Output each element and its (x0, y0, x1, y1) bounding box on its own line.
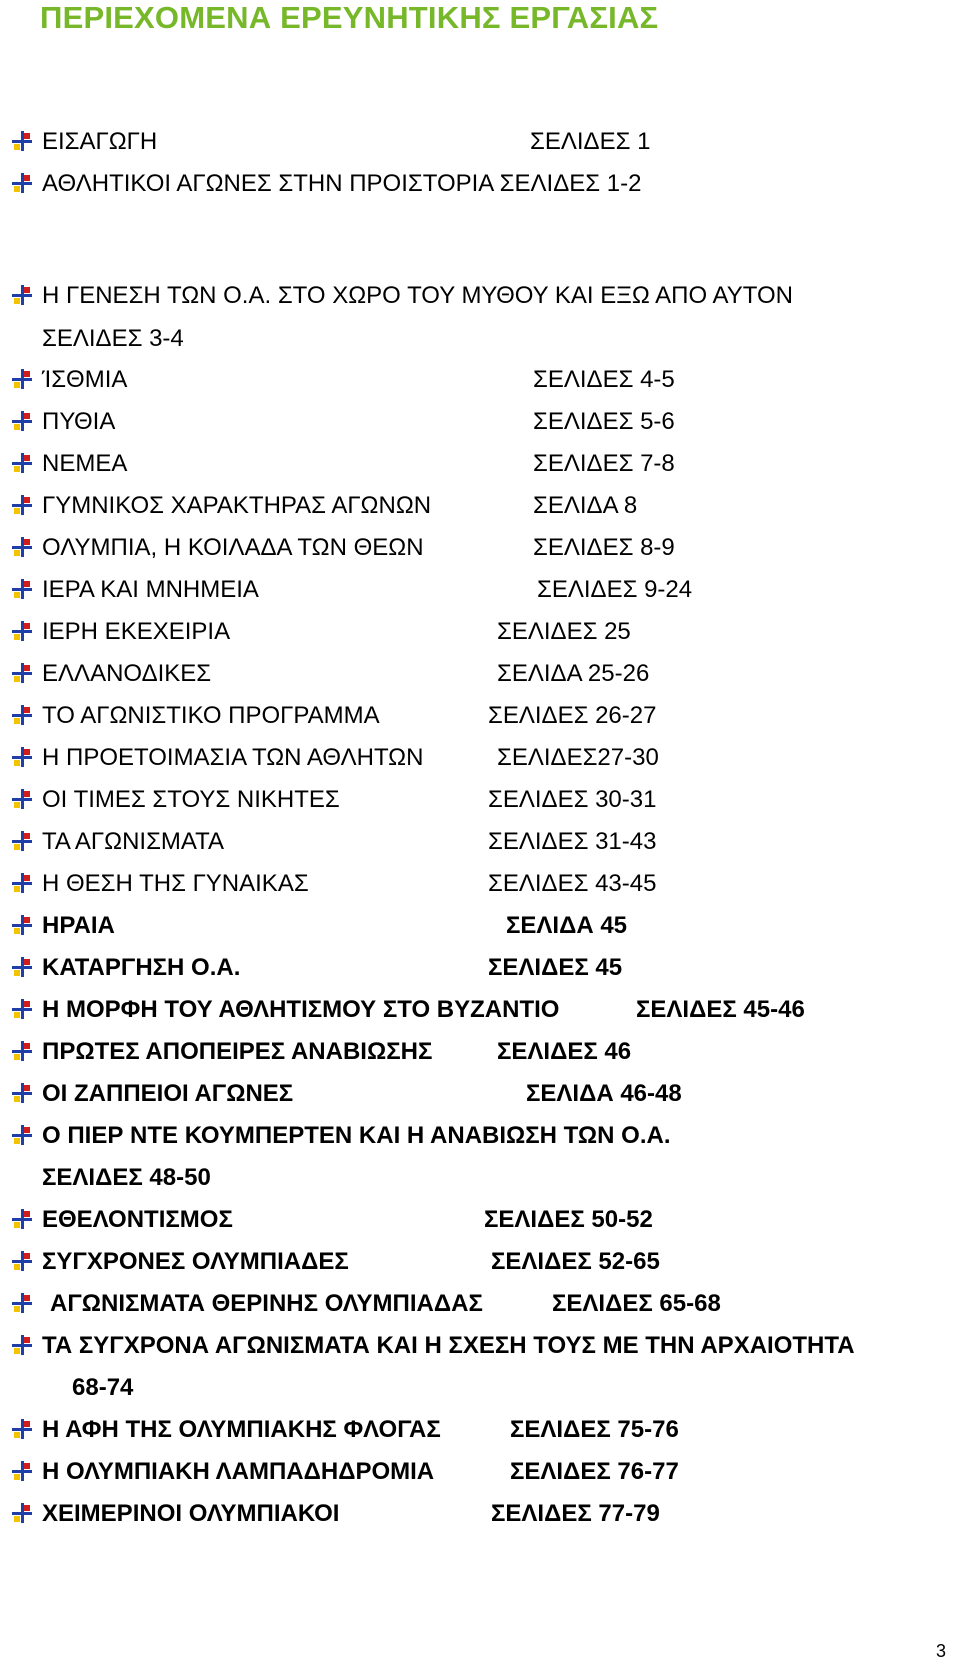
toc-entry-title: ΠΥΘΙΑ (42, 408, 116, 435)
toc-entry-pages: ΣΕΛΙΔΕΣ27-30 (497, 744, 659, 771)
toc-entry-title: ΟΙ ΤΙΜΕΣ ΣΤΟΥΣ ΝΙΚΗΤΕΣ (42, 786, 340, 813)
toc-entry-pages: ΣΕΛΙΔΕΣ 76-77 (510, 1458, 679, 1485)
toc-entry-title: ΙΕΡΑ ΚΑΙ ΜΝΗΜΕΙΑ (42, 576, 259, 603)
page-number: 3 (935, 1641, 946, 1661)
toc-entry-title: ΠΡΩΤΕΣ ΑΠΟΠΕΙΡΕΣ ΑΝΑΒΙΩΣΗΣ (42, 1038, 433, 1065)
toc-entry-title: ΕΙΣΑΓΩΓΗ (42, 128, 158, 155)
toc-entry-pages: ΣΕΛΙΔΑ 46-48 (526, 1080, 682, 1107)
toc-entry-title: ΓΥΜΝΙΚΟΣ ΧΑΡΑΚΤΗΡΑΣ ΑΓΩΝΩΝ (42, 492, 432, 519)
toc-entry-title: ΕΘΕΛΟΝΤΙΣΜΟΣ (42, 1206, 233, 1233)
toc-entry-title: ΝΕΜΕΑ (42, 450, 128, 477)
flag-bullet-icon (12, 1083, 32, 1103)
toc-entry-title: ΤΑ ΑΓΩΝΙΣΜΑΤΑ (42, 828, 225, 855)
flag-bullet-icon (12, 915, 32, 935)
toc-entry (0, 780, 960, 824)
flag-bullet-icon (12, 705, 32, 725)
toc-entry (0, 864, 960, 908)
flag-bullet-icon (12, 537, 32, 557)
toc-entry (0, 276, 960, 320)
toc-entry (0, 1116, 960, 1160)
toc-entry (0, 164, 960, 208)
toc-entry-continuation: 68-74 (72, 1374, 134, 1401)
toc-entry (0, 1074, 960, 1118)
toc-entry-continuation: ΣΕΛΙΔΕΣ 48-50 (42, 1164, 211, 1191)
toc-entry-pages: ΣΕΛΙΔΕΣ 8-9 (533, 534, 675, 561)
toc-entry (0, 486, 960, 530)
toc-entry-pages: ΣΕΛΙΔΕΣ 5-6 (533, 408, 675, 435)
toc-entry (0, 948, 960, 992)
toc-entry-title: ΤΟ ΑΓΩΝΙΣΤΙΚΟ ΠΡΟΓΡΑΜΜΑ (42, 702, 380, 729)
toc-entry-pages: ΣΕΛΙΔΑ 45 (506, 912, 628, 939)
toc-entry-pages: ΣΕΛΙΔΕΣ 50-52 (484, 1206, 653, 1233)
toc-entry-title: ΚΑΤΑΡΓΗΣΗ Ο.Α. (42, 954, 241, 981)
toc-entry-title: ΕΛΛΑΝΟΔΙΚΕΣ (42, 660, 212, 687)
toc-entry (0, 528, 960, 572)
toc-entry-continuation-row (0, 1368, 960, 1412)
toc-entry (0, 1494, 960, 1538)
flag-bullet-icon (12, 579, 32, 599)
flag-bullet-icon (12, 495, 32, 515)
toc-entry-pages: ΣΕΛΙΔΕΣ 65-68 (552, 1290, 721, 1317)
toc-entry-pages: ΣΕΛΙΔΕΣ 43-45 (488, 870, 657, 897)
toc-entry-title: Η ΓΕΝΕΣΗ ΤΩΝ Ο.Α. ΣΤΟ ΧΩΡΟ ΤΟΥ ΜΥΘΟΥ ΚΑΙ ΕΞΩ ΑΠΟ ΑΥΤΟΝ (42, 282, 793, 309)
toc-entry (0, 570, 960, 614)
toc-entry-title: Ο ΠΙΕΡ ΝΤΕ ΚΟΥΜΠΕΡΤΕΝ ΚΑΙ Η ΑΝΑΒΙΩΣΗ ΤΩΝ Ο.Α. (42, 1122, 671, 1149)
flag-bullet-icon (12, 131, 32, 151)
toc-entry (0, 444, 960, 488)
flag-bullet-icon (12, 999, 32, 1019)
toc-entry-title: ΙΕΡΗ ΕΚΕΧΕΙΡΙΑ (42, 618, 231, 645)
toc-entry-pages: ΣΕΛΙΔΕΣ 31-43 (488, 828, 657, 855)
toc-entry-pages: ΣΕΛΙΔΕΣ 26-27 (488, 702, 657, 729)
toc-entry (0, 990, 960, 1034)
flag-bullet-icon (12, 1335, 32, 1355)
flag-bullet-icon (12, 1209, 32, 1229)
toc-entry (0, 1284, 960, 1328)
toc-entry-title: ΧΕΙΜΕΡΙΝΟΙ ΟΛΥΜΠΙΑΚΟΙ (42, 1500, 340, 1527)
toc-entry (0, 738, 960, 782)
toc-entry-title: ΤΑ ΣΥΓΧΡΟΝΑ ΑΓΩΝΙΣΜΑΤΑ ΚΑΙ Η ΣΧΕΣΗ ΤΟΥΣ ΜΕ ΤΗΝ ΑΡΧΑΙΟΤΗΤΑ (42, 1332, 855, 1359)
toc-entry-title: Η ΘΕΣΗ ΤΗΣ ΓΥΝΑΙΚΑΣ (42, 870, 309, 897)
toc-entry-title: ΑΓΩΝΙΣΜΑΤΑ ΘΕΡΙΝΗΣ ΟΛΥΜΠΙΑΔΑΣ (50, 1290, 483, 1317)
toc-entry-pages: ΣΕΛΙΔΕΣ 77-79 (491, 1500, 660, 1527)
toc-entry-title: ΣΥΓΧΡΟΝΕΣ ΟΛΥΜΠΙΑΔΕΣ (42, 1248, 349, 1275)
flag-bullet-icon (12, 747, 32, 767)
toc-entry-pages: ΣΕΛΙΔΕΣ 46 (497, 1038, 632, 1065)
toc-entry-pages: ΣΕΛΙΔΕΣ 1 (530, 128, 651, 155)
toc-entry (0, 1242, 960, 1286)
toc-entry (0, 122, 960, 166)
flag-bullet-icon (12, 453, 32, 473)
toc-entry (0, 1032, 960, 1076)
toc-entry (0, 696, 960, 740)
toc-entry-title: ΑΘΛΗΤΙΚΟΙ ΑΓΩΝΕΣ ΣΤΗΝ ΠΡΟΙΣΤΟΡΙΑ ΣΕΛΙΔΕΣ 1-2 (42, 170, 642, 197)
toc-entry (0, 402, 960, 446)
toc-entry (0, 906, 960, 950)
toc-entry-title: ΊΣΘΜΙΑ (42, 366, 128, 393)
flag-bullet-icon (12, 411, 32, 431)
toc-entry-title: ΟΛΥΜΠΙΑ, Η ΚΟΙΛΑΔΑ ΤΩΝ ΘΕΩΝ (42, 534, 424, 561)
flag-bullet-icon (12, 789, 32, 809)
toc-entry (0, 360, 960, 404)
flag-bullet-icon (12, 1293, 32, 1313)
flag-bullet-icon (12, 1419, 32, 1439)
flag-bullet-icon (12, 1125, 32, 1145)
flag-bullet-icon (12, 1251, 32, 1271)
toc-entry (0, 1200, 960, 1244)
flag-bullet-icon (12, 957, 32, 977)
flag-bullet-icon (12, 621, 32, 641)
document-title: ΠΕΡΙΕΧΟΜΕΝΑ ΕΡΕΥΝΗΤΙΚΗΣ ΕΡΓΑΣΙΑΣ (40, 0, 659, 35)
toc-entry (0, 822, 960, 866)
flag-bullet-icon (12, 173, 32, 193)
toc-entry-continuation-row (0, 319, 960, 363)
toc-entry-pages: ΣΕΛΙΔΕΣ 52-65 (491, 1248, 660, 1275)
toc-entry-title: Η ΜΟΡΦΗ ΤΟΥ ΑΘΛΗΤΙΣΜΟΥ ΣΤΟ ΒΥΖΑΝΤΙΟ (42, 996, 560, 1023)
toc-entry-title: ΗΡΑΙΑ (42, 912, 115, 939)
toc-entry-pages: ΣΕΛΙΔΕΣ 4-5 (533, 366, 675, 393)
toc-entry-title: ΟΙ ΖΑΠΠΕΙΟΙ ΑΓΩΝΕΣ (42, 1080, 294, 1107)
toc-entry (0, 1410, 960, 1454)
toc-entry-title: Η ΠΡΟΕΤΟΙΜΑΣΙΑ ΤΩΝ ΑΘΛΗΤΩΝ (42, 744, 424, 771)
toc-entry-pages: ΣΕΛΙΔΕΣ 7-8 (533, 450, 675, 477)
toc-entry-pages: ΣΕΛΙΔΑ 8 (533, 492, 638, 519)
toc-entry-pages: ΣΕΛΙΔΑ 25-26 (497, 660, 650, 687)
toc-entry (0, 654, 960, 698)
flag-bullet-icon (12, 369, 32, 389)
toc-entry-pages: ΣΕΛΙΔΕΣ 75-76 (510, 1416, 679, 1443)
toc-entry-title: Η ΟΛΥΜΠΙΑΚΗ ΛΑΜΠΑΔΗΔΡΟΜΙΑ (42, 1458, 435, 1485)
toc-entry-pages: ΣΕΛΙΔΕΣ 45 (488, 954, 623, 981)
toc-entry-pages: ΣΕΛΙΔΕΣ 45-46 (636, 996, 805, 1023)
flag-bullet-icon (12, 873, 32, 893)
flag-bullet-icon (12, 1461, 32, 1481)
flag-bullet-icon (12, 831, 32, 851)
toc-entry-continuation: ΣΕΛΙΔΕΣ 3-4 (42, 325, 184, 352)
flag-bullet-icon (12, 1041, 32, 1061)
toc-entry-pages: ΣΕΛΙΔΕΣ 9-24 (537, 576, 693, 603)
toc-entry (0, 1326, 960, 1370)
toc-entry-title: Η ΑΦΗ ΤΗΣ ΟΛΥΜΠΙΑΚΗΣ ΦΛΟΓΑΣ (42, 1416, 441, 1443)
toc-entry-continuation-row (0, 1158, 960, 1202)
toc-entry-pages: ΣΕΛΙΔΕΣ 25 (497, 618, 631, 645)
toc-entry-pages: ΣΕΛΙΔΕΣ 30-31 (488, 786, 657, 813)
toc-entry (0, 1452, 960, 1496)
flag-bullet-icon (12, 285, 32, 305)
flag-bullet-icon (12, 1503, 32, 1523)
flag-bullet-icon (12, 663, 32, 683)
toc-entry (0, 612, 960, 656)
